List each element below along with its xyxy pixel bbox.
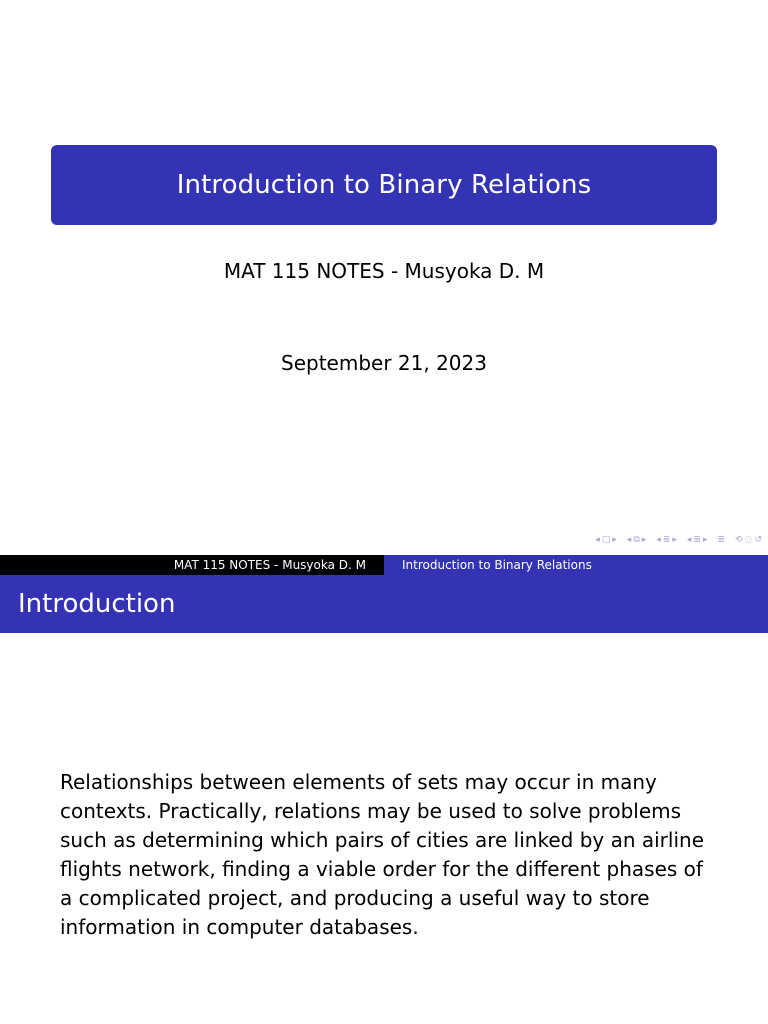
frame-title: Introduction — [18, 589, 176, 619]
presentation-title: Introduction to Binary Relations — [176, 170, 592, 200]
part-prev-icon[interactable]: ◂ — [686, 535, 692, 545]
section-icon[interactable]: ≣ — [662, 535, 671, 545]
section-prev-icon[interactable]: ◂ — [656, 535, 661, 545]
title-box — [51, 145, 717, 225]
frame-nav — [595, 535, 617, 545]
subsection-prev-icon[interactable]: ◂ — [626, 535, 632, 545]
frame-prev-icon[interactable]: ◂ — [595, 535, 600, 545]
subsection-nav — [627, 535, 647, 545]
frame-next-icon[interactable]: ▸ — [612, 535, 617, 545]
section-nav — [656, 535, 677, 545]
zoom-icon[interactable]: ◌ — [744, 535, 753, 545]
part-icon[interactable]: ≣ — [693, 535, 701, 545]
document-icon[interactable]: ≣ — [717, 535, 726, 545]
navigation-symbols — [595, 535, 762, 545]
headline-bar — [0, 555, 768, 575]
frame-title-bar — [0, 575, 768, 633]
content-slide — [0, 555, 768, 1024]
subsection-icon[interactable]: ⧉ — [633, 535, 640, 545]
back-icon[interactable]: ↺ — [754, 535, 762, 545]
headline-author — [0, 555, 384, 575]
part-nav — [687, 535, 708, 545]
date-line: September 21, 2023 — [281, 351, 487, 375]
headline-author-text: MAT 115 NOTES - Musyoka D. M — [173, 558, 366, 572]
misc-nav — [735, 535, 762, 545]
part-next-icon[interactable]: ▸ — [702, 535, 708, 545]
section-next-icon[interactable]: ▸ — [672, 535, 677, 545]
headline-title-text: Introduction to Binary Relations — [402, 558, 592, 572]
frame-icon[interactable]: □ — [601, 535, 611, 545]
author-line: MAT 115 NOTES - Musyoka D. M — [223, 259, 545, 283]
headline-title — [384, 555, 768, 575]
search-icon[interactable]: ⟲ — [735, 535, 743, 545]
body-paragraph: Relationships between elements of sets may occur in many contexts. Practically, relations may be used to solve problems such as determining which pairs of cities are linked by an airline flights network, finding a viable order for the different phases of a complicated project, and producing a useful way to store information in computer databases. — [60, 770, 704, 939]
subsection-next-icon[interactable]: ▸ — [641, 535, 647, 545]
